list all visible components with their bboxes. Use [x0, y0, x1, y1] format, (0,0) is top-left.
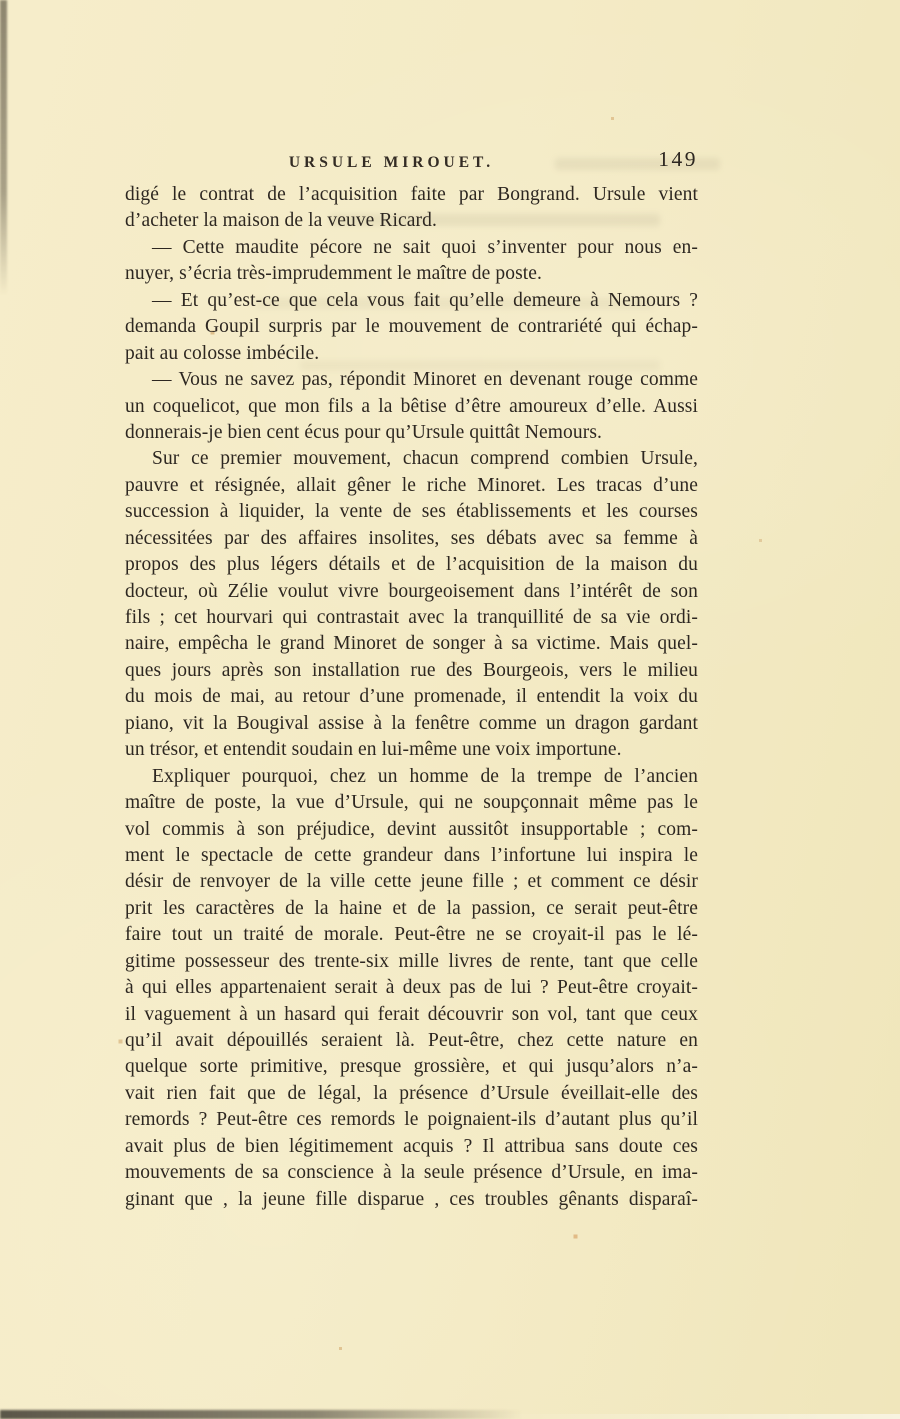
text-line: piano, vit la Bougival assise à la fenêtre comme un dragon gardant — [125, 712, 698, 734]
text-line: ginant que , la jeune fille disparue , ces troubles gênants disparaî- — [125, 1188, 698, 1210]
text-line: donnerais-je bien cent écus pour qu’Ursule quittât Nemours. — [125, 421, 603, 443]
text-line: — Et qu’est-ce que cela vous fait qu’elle demeure à Nemours ? — [152, 289, 698, 311]
text-line: digé le contrat de l’acquisition faite par Bongrand. Ursule vient — [125, 184, 698, 205]
scan-edge-left — [0, 0, 7, 295]
text-line: qu’il avait dépouillés seraient là. Peut-être, chez cette nature en — [125, 1030, 698, 1051]
text-line: propos des plus légers détails et de l’acquisition de la maison du — [125, 554, 698, 576]
text-line: Sur ce premier mouvement, chacun comprend combien Ursule, — [152, 448, 698, 470]
text-line: à qui elles appartenaient serait à deux pas de lui ? Peut-être croyait- — [125, 977, 698, 999]
text-line: ques jours après son installation rue des Bourgeois, vers le milieu — [125, 659, 698, 681]
text-line: prit les caractères de la haine et de la passion, ce serait peut-être — [125, 897, 698, 919]
text-line: un trésor, et entendit soudain en lui-même une voix importune. — [125, 739, 622, 761]
text-line: vait rien fait que de légal, la présence d’Ursule éveillait-elle des — [125, 1082, 698, 1104]
text-line: mouvements de sa conscience à la seule présence d’Ursule, en ima- — [125, 1162, 698, 1184]
text-line: ment le spectacle de cette grandeur dans l’infortune lui inspira le — [125, 844, 698, 866]
text-line: nuyer, s’écria très-imprudemment le maître de poste. — [125, 263, 543, 285]
text-line: d’acheter la maison de la veuve Ricard. — [125, 210, 437, 232]
text-line: désir de renvoyer de la ville cette jeune fille ; et comment ce désir — [125, 871, 698, 893]
text-line: un coquelicot, que mon fils a la bêtise d’être amoureux d’elle. Aussi — [125, 395, 698, 417]
page-text — [125, 182, 698, 1213]
text-line: fils ; cet hourvari qui contrastait avec la tranquillité de sa vie ordi- — [125, 607, 698, 628]
text-line: succession à liquider, la vente de ses établissements et les courses — [125, 501, 698, 523]
scan-edge-bottom — [0, 1410, 522, 1419]
text-line: maître de poste, la vue d’Ursule, qui ne soupçonnait même pas le — [125, 792, 698, 814]
text-line: remords ? Peut-être ces remords le poignaient-ils d’autant plus qu’il — [125, 1109, 698, 1131]
text-line: pauvre et résignée, allait gêner le riche Minoret. Les tracas d’une — [125, 474, 698, 496]
text-line: vol commis à son préjudice, devint aussitôt insupportable ; com- — [125, 818, 698, 840]
text-line: nécessitées par des affaires insolites, ses débats avec sa femme à — [125, 527, 698, 549]
text-line: avait plus de bien légitimement acquis ? Il attribua sans doute ces — [125, 1135, 698, 1157]
running-header-title: URSULE MIROUET. — [288, 154, 495, 171]
text-line: naire, empêcha le grand Minoret de songer à sa victime. Mais quel- — [125, 633, 698, 655]
running-header — [125, 147, 698, 178]
text-line: docteur, où Zélie voulut vivre bourgeoisement dans l’intérêt de son — [125, 580, 698, 602]
text-line: gitime possesseur des trente-six mille livres de rente, tant que celle — [125, 950, 698, 972]
scan-edge-bottom-right — [486, 1414, 900, 1419]
text-line: — Cette maudite pécore ne sait quoi s’inventer pour nous en- — [152, 236, 698, 258]
text-line: — Vous ne savez pas, répondit Minoret en devenant rouge comme — [152, 369, 698, 391]
text-line: faire tout un traité de morale. Peut-être ne se croyait-il pas le lé- — [125, 924, 698, 946]
text-line: il vaguement à un hasard qui ferait découvrir son vol, tant que ceux — [125, 1003, 698, 1025]
text-line: pait au colosse imbécile. — [125, 342, 320, 364]
page-number: 149 — [658, 147, 698, 171]
text-line: Expliquer pourquoi, chez un homme de la trempe de l’ancien — [152, 765, 698, 787]
text-line: quelque sorte primitive, presque grossière, et qui jusqu’alors n’a- — [125, 1056, 698, 1078]
text-line: demanda Goupil surpris par le mouvement de contrariété qui échap- — [125, 316, 698, 338]
text-line: du mois de mai, au retour d’une promenade, il entendit la voix du — [125, 686, 698, 708]
